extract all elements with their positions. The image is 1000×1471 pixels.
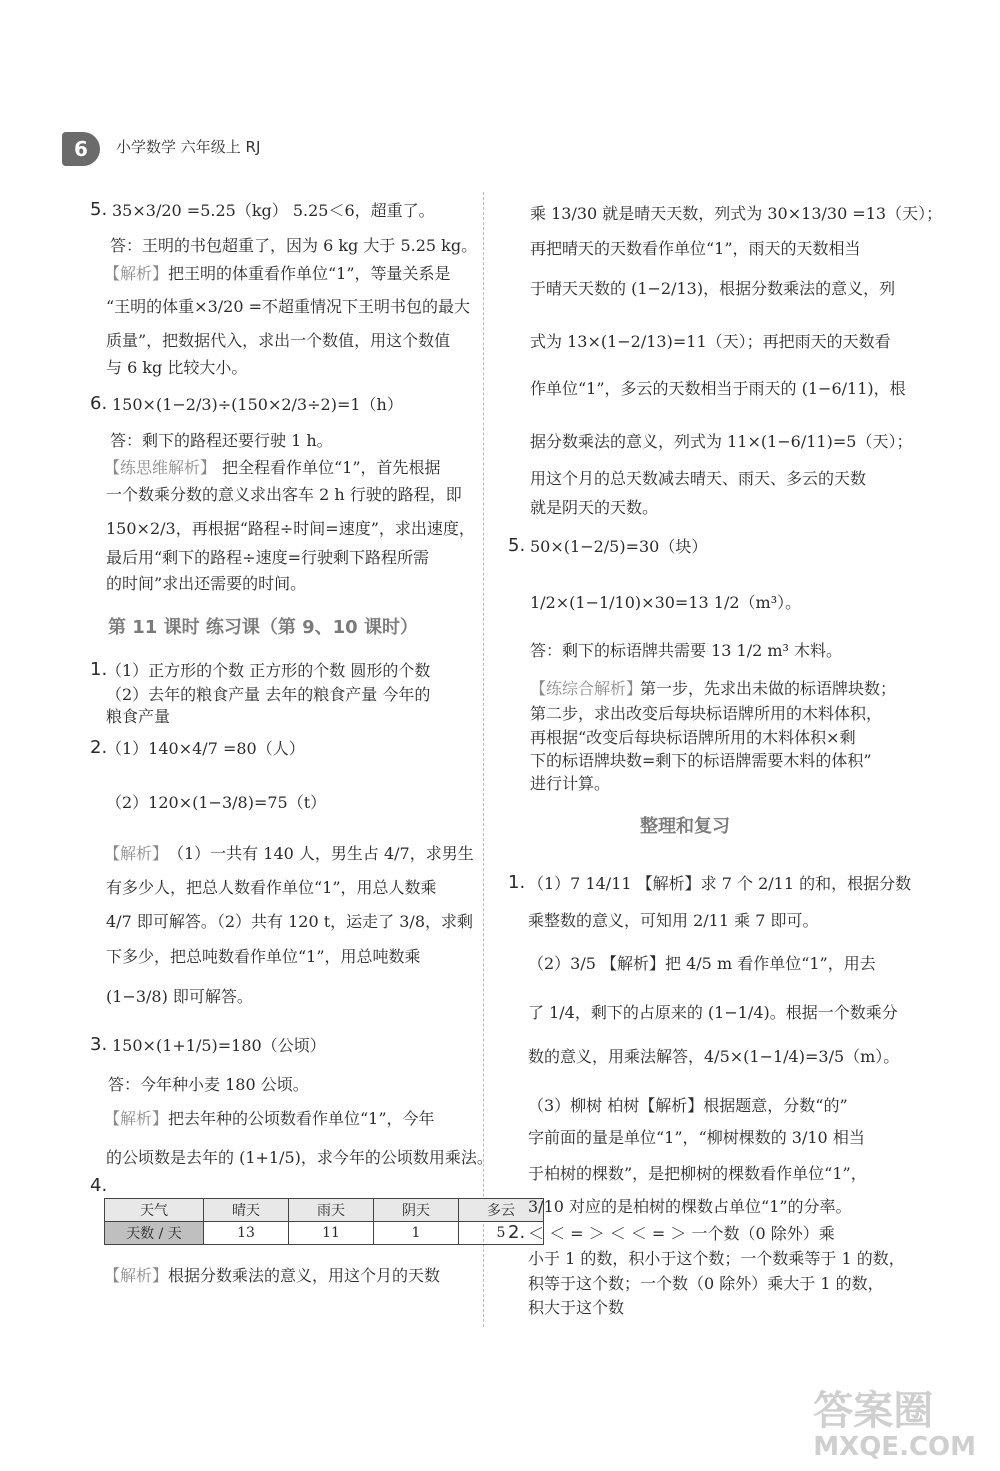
r2-line-4: 积大于这个数	[528, 1298, 625, 1317]
r5-label: 5.	[508, 535, 526, 556]
q6-analysis-1: 把全程看作单位“1”，首先根据	[222, 458, 441, 477]
r5-analysis-2: 第二步，求出改变后每块标语牌所用的木料体积，	[530, 704, 883, 723]
s3-analysis-1: 把去年种的公顷数看作单位“1”，今年	[168, 1109, 435, 1128]
r5-answer: 答：剩下的标语牌共需要 13 1/2 m³ 木料。	[530, 641, 843, 660]
book-title: 小学数学 六年级上 RJ	[116, 138, 261, 156]
q6-label: 6.	[90, 393, 108, 414]
r1-line-4: 了 1/4，剩下的占原来的 (1−1/4)。根据一个数乘分	[528, 1003, 898, 1022]
q5-analysis-tag: 【解析】	[104, 264, 169, 283]
r1-line-6: （3）柳树 柏树【解析】根据题意，分数“的”	[528, 1096, 848, 1115]
watermark-url: MXQE.COM	[813, 1432, 976, 1462]
q6-analysis-2: 一个数乘分数的意义求出客车 2 h 行驶的路程，即	[106, 485, 462, 504]
s3-label: 3.	[90, 1034, 108, 1055]
s2-analysis-1: （1）一共有 140 人，男生占 4/7，求男生	[168, 844, 474, 863]
s2-label: 2.	[90, 737, 108, 758]
table-header-cell: 阴天	[374, 1199, 459, 1222]
s2-analysis-2: 有多少人，把总人数看作单位“1”，用总人数乘	[106, 878, 437, 897]
r1-line-1: （1）7 14/11 【解析】求 7 个 2/11 的和，根据分数	[528, 874, 912, 893]
r2-line-3: 积等于这个数；一个数（0 除外）乘大于 1 的数，	[528, 1274, 884, 1293]
q5-analysis-1: 把王明的体重看作单位“1”，等量关系是	[168, 264, 451, 283]
r5-equation-1: 50×(1−2/5)=30（块）	[530, 537, 708, 556]
r5-analysis-4: 下的标语牌块数=剩下的标语牌需要木料的体积”	[530, 751, 872, 770]
r2-line-2: 小于 1 的数，积小于这个数；一个数乘等于 1 的数，	[528, 1249, 905, 1268]
r1-line-3: （2）3/5 【解析】把 4/5 m 看作单位“1”，用去	[528, 954, 876, 973]
table-cell: 1	[374, 1222, 459, 1245]
weather-table-row	[105, 1222, 544, 1245]
weather-table-header-row	[105, 1199, 544, 1222]
r5-analysis-3: 再根据“改变后每块标语牌所用的木料体积×剩	[530, 728, 856, 747]
s2-line-1: （1）140×4/7 =80（人）	[106, 739, 305, 758]
r5-analysis-tag: 【练综合解析】	[530, 679, 643, 698]
page-number-badge	[62, 132, 100, 166]
q5-label: 5.	[90, 199, 108, 220]
q5-answer: 答：王明的书包超重了，因为 6 kg 大于 5.25 kg。	[110, 236, 478, 255]
s4-label: 4.	[90, 1175, 108, 1196]
s3-analysis-2: 的公顷数是去年的 (1+1/5)，求今年的公顷数用乘法。	[106, 1148, 493, 1167]
s2-line-2: （2）120×(1−3/8)=75（t）	[106, 793, 327, 812]
q6-equation: 150×(1−2/3)÷(150×2/3÷2)=1（h）	[112, 395, 403, 414]
table-cell: 天数 / 天	[105, 1222, 204, 1245]
q6-answer: 答：剩下的路程还要行驶 1 h。	[110, 431, 333, 450]
right-line-6: 据分数乘法的意义，列式为 11×(1−6/11)=5（天）；	[530, 432, 913, 451]
r2-label: 2.	[508, 1222, 526, 1243]
s2-analysis-tag: 【解析】	[104, 844, 169, 863]
r1-line-7: 字前面的量是单位“1”，“柳树棵数的 3/10 相当	[528, 1128, 865, 1147]
r2-line-1: ＜ ＜ = ＞ ＜ ＜ = ＞ 一个数（0 除外）乘	[528, 1224, 835, 1243]
s1-line-1: （1）正方形的个数 正方形的个数 圆形的个数	[106, 661, 431, 680]
right-line-4: 式为 13×(1−2/13)=11（天）；再把雨天的天数看	[530, 332, 891, 351]
s3-equation: 150×(1+1/5)=180（公顷）	[112, 1036, 326, 1055]
q5-analysis-2: “王明的体重×3/20 =不超重情况下王明书包的最大	[106, 297, 471, 316]
r1-line-5: 数的意义，用乘法解答，4/5×(1−1/4)=3/5（m）。	[528, 1047, 900, 1066]
watermark	[813, 1389, 976, 1461]
section-title-lesson-11: 第 11 课时 练习课（第 9、10 课时）	[108, 617, 418, 638]
q6-analysis-tag: 【练思维解析】	[104, 458, 217, 477]
s1-line-3: 粮食产量	[106, 707, 171, 726]
weather-table	[104, 1198, 544, 1245]
right-line-7: 用这个月的总天数减去晴天、雨天、多云的天数	[530, 469, 867, 488]
right-line-5: 作单位“1”，多云的天数相当于雨天的 (1−6/11)，根	[530, 379, 906, 398]
s1-line-2: （2）去年的粮食产量 去年的粮食产量 今年的	[106, 685, 431, 704]
r1-label: 1.	[508, 872, 526, 893]
r5-equation-2: 1/2×(1−1/10)×30=13 1/2（m³）。	[530, 593, 802, 612]
s2-analysis-3: 4/7 即可解答。（2）共有 120 t，运走了 3/8，求剩	[106, 912, 473, 931]
r1-line-8: 于柏树的棵数”，是把柳树的棵数看作单位“1”，	[528, 1164, 867, 1183]
right-line-2: 再把晴天的天数看作单位“1”，雨天的天数相当	[530, 239, 861, 258]
q5-analysis-3: 质量”，把数据代入，求出一个数值，用这个数值	[106, 331, 451, 350]
q5-equation: 35×3/20 =5.25（kg） 5.25＜6，超重了。	[112, 201, 435, 220]
q6-analysis-3: 150×2/3，再根据“路程÷时间=速度”，求出速度，	[106, 519, 475, 538]
table-header-cell: 晴天	[204, 1199, 289, 1222]
right-line-3: 于晴天天数的 (1−2/13)，根据分数乘法的意义，列	[530, 279, 896, 298]
s1-label: 1.	[90, 659, 108, 680]
s3-analysis-tag: 【解析】	[104, 1109, 169, 1128]
s4-analysis-1: 根据分数乘法的意义，用这个月的天数	[168, 1266, 441, 1285]
q6-analysis-4: 最后用“剩下的路程÷速度=行驶剩下路程所需	[106, 548, 429, 567]
table-cell: 11	[289, 1222, 374, 1245]
s2-analysis-5: (1−3/8) 即可解答。	[106, 987, 253, 1006]
table-cell: 5	[459, 1222, 544, 1245]
page-number: 6	[74, 137, 88, 161]
table-cell: 13	[204, 1222, 289, 1245]
q5-analysis-4: 与 6 kg 比较大小。	[106, 358, 248, 377]
s2-analysis-4: 下多少，把总吨数看作单位“1”，用总吨数乘	[106, 947, 421, 966]
r1-line-2: 乘整数的意义，可知用 2/11 乘 7 即可。	[528, 911, 819, 930]
q6-analysis-5: 的时间”求出还需要的时间。	[106, 574, 307, 593]
s3-answer: 答：今年种小麦 180 公顷。	[108, 1075, 309, 1094]
section-title-review: 整理和复习	[640, 816, 730, 837]
s4-analysis-tag: 【解析】	[104, 1266, 169, 1285]
r5-analysis-5: 进行计算。	[530, 774, 611, 793]
r1-line-9: 3/10 对应的是柏树的棵数占单位“1”的分率。	[528, 1197, 852, 1216]
table-header-cell: 多云	[459, 1199, 544, 1222]
table-header-cell: 雨天	[289, 1199, 374, 1222]
r5-analysis-1: 第一步，先求出未做的标语牌块数；	[640, 679, 897, 698]
right-line-1: 乘 13/30 就是晴天天数，列式为 30×13/30 =13（天）；	[530, 204, 943, 223]
table-header-cell: 天气	[105, 1199, 204, 1222]
watermark-logo: 答案圈	[813, 1388, 934, 1434]
right-line-8: 就是阴天的天数。	[530, 498, 659, 517]
